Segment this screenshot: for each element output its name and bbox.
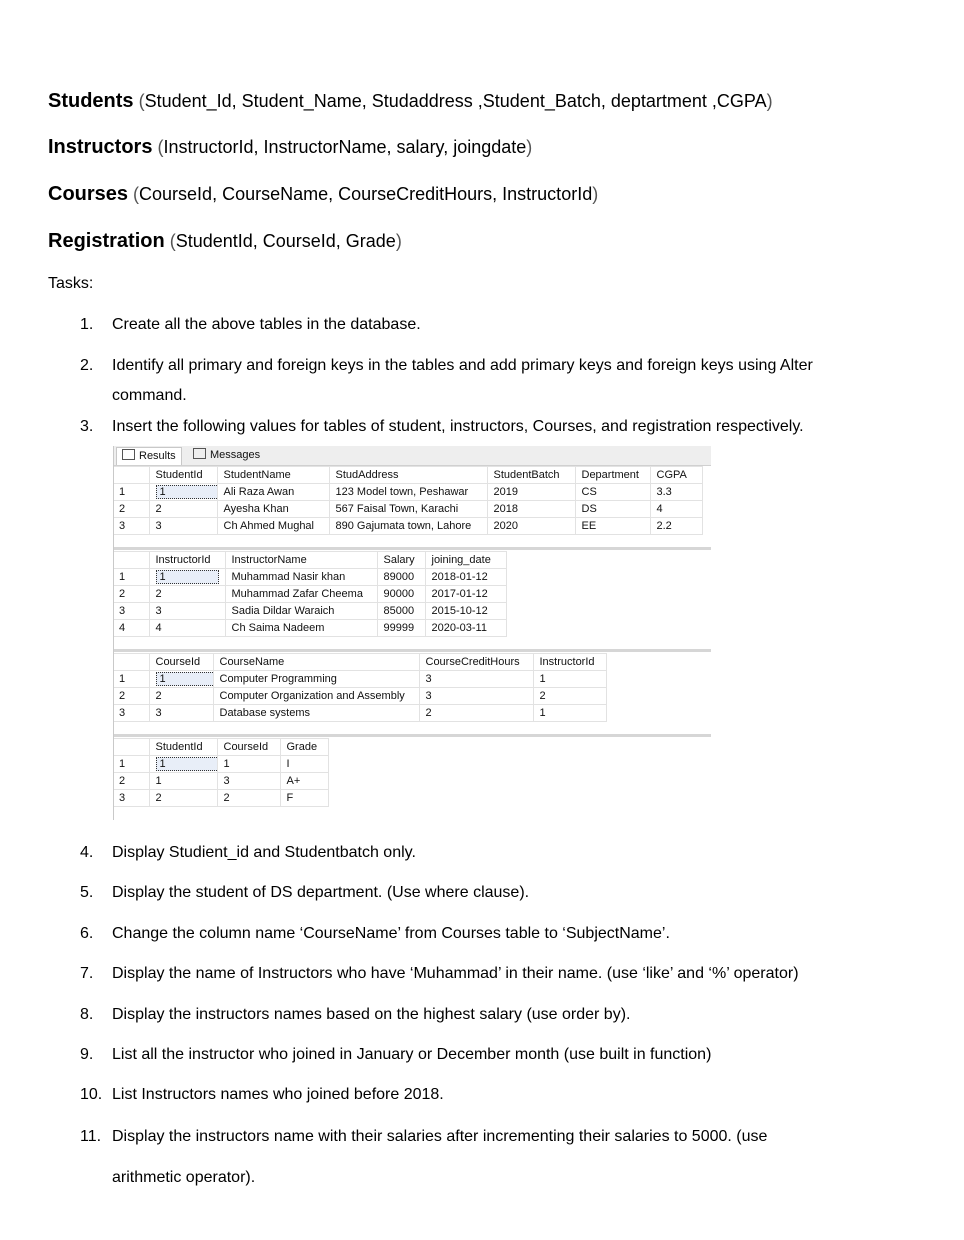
column-header[interactable]: StudentName <box>217 467 329 484</box>
selected-cell: 1 <box>156 757 218 771</box>
selected-cell: 1 <box>156 485 218 499</box>
table-row[interactable]: 3 3 Ch Ahmed Mughal 890 Gajumata town, Lahore 2020 EE 2.2 <box>114 518 702 535</box>
tab-messages[interactable]: Messages <box>188 447 265 464</box>
grid-header-row <box>114 654 606 671</box>
column-header[interactable]: CourseId <box>217 739 280 756</box>
table-row[interactable]: 1 1 Muhammad Nasir khan 89000 2018-01-12 <box>114 569 506 586</box>
schema-table-name: Registration <box>48 230 165 252</box>
schema-attributes: InstructorId, InstructorName, salary, joingdate <box>163 137 527 157</box>
grid-header-row <box>114 467 702 484</box>
column-header[interactable]: InstructorId <box>149 552 225 569</box>
column-header[interactable]: Salary <box>377 552 425 569</box>
schema-table-name: Students <box>48 90 134 112</box>
schema-instructors: Instructors (InstructorId, InstructorName, salary, joingdate) <box>48 136 533 158</box>
instructors-results-grid <box>114 551 507 637</box>
column-header[interactable]: CourseId <box>149 654 213 671</box>
column-header[interactable]: joining_date <box>425 552 506 569</box>
selected-cell: 1 <box>156 570 219 584</box>
grid-splitter[interactable] <box>114 547 711 550</box>
table-row[interactable]: 3 3 Database systems 2 1 <box>114 705 606 722</box>
column-header[interactable]: StudentId <box>149 739 217 756</box>
column-header[interactable]: StudentBatch <box>487 467 575 484</box>
tab-results[interactable]: Results <box>116 447 182 465</box>
schema-attributes: StudentId, CourseId, Grade <box>175 231 396 251</box>
table-row[interactable]: 1 1 Computer Programming 3 1 <box>114 671 606 688</box>
schema-attributes: Student_Id, Student_Name, Studaddress ,Student_Batch, deptartment ,CGPA <box>144 91 767 111</box>
column-header[interactable]: Department <box>575 467 650 484</box>
column-header[interactable]: InstructorName <box>225 552 377 569</box>
grid-splitter[interactable] <box>114 734 711 737</box>
table-row[interactable]: 2 2 Ayesha Khan 567 Faisal Town, Karachi 2018 DS 4 <box>114 501 702 518</box>
schema-table-name: Instructors <box>48 136 153 158</box>
column-header[interactable]: StudAddress <box>329 467 487 484</box>
selected-cell: 1 <box>156 672 214 686</box>
column-header[interactable]: Grade <box>280 739 328 756</box>
table-row[interactable]: 1 1 Ali Raza Awan 123 Model town, Peshawar 2019 CS 3.3 <box>114 484 702 501</box>
tasks-heading: Tasks: <box>48 275 94 292</box>
column-header[interactable]: StudentId <box>149 467 217 484</box>
messages-icon <box>193 448 206 459</box>
table-row[interactable]: 2 2 Computer Organization and Assembly 3 2 <box>114 688 606 705</box>
schema-table-name: Courses <box>48 183 129 205</box>
table-row[interactable]: 2 2 Muhammad Zafar Cheema 90000 2017-01-12 <box>114 586 506 603</box>
column-header[interactable]: InstructorId <box>533 654 606 671</box>
table-row[interactable]: 2 1 3 A+ <box>114 773 328 790</box>
grid-splitter[interactable] <box>114 649 711 652</box>
schema-courses: Courses (CourseId, CourseName, CourseCreditHours, InstructorId) <box>48 183 599 205</box>
grid-header-row <box>114 739 328 756</box>
schema-registration: Registration (StudentId, CourseId, Grade) <box>48 230 402 252</box>
schema-attributes: CourseId, CourseName, CourseCreditHours, InstructorId <box>139 184 593 204</box>
column-header[interactable]: CourseName <box>213 654 419 671</box>
table-row[interactable]: 4 4 Ch Saima Nadeem 99999 2020-03-11 <box>114 620 506 637</box>
sql-results-panel <box>113 446 711 820</box>
results-tab-bar <box>114 446 711 466</box>
grid-header-row <box>114 552 506 569</box>
schema-students: Students (Student_Id, Student_Name, Studaddress ,Student_Batch, deptartment ,CGPA) <box>48 90 773 112</box>
table-row[interactable]: 3 3 Sadia Dildar Waraich 85000 2015-10-12 <box>114 603 506 620</box>
registration-results-grid <box>114 738 329 807</box>
students-results-grid <box>114 466 703 535</box>
table-row[interactable]: 1 1 1 I <box>114 756 328 773</box>
courses-results-grid <box>114 653 607 722</box>
column-header[interactable]: CourseCreditHours <box>419 654 533 671</box>
grid-icon <box>122 449 135 460</box>
column-header[interactable]: CGPA <box>650 467 702 484</box>
table-row[interactable]: 3 2 2 F <box>114 790 328 807</box>
